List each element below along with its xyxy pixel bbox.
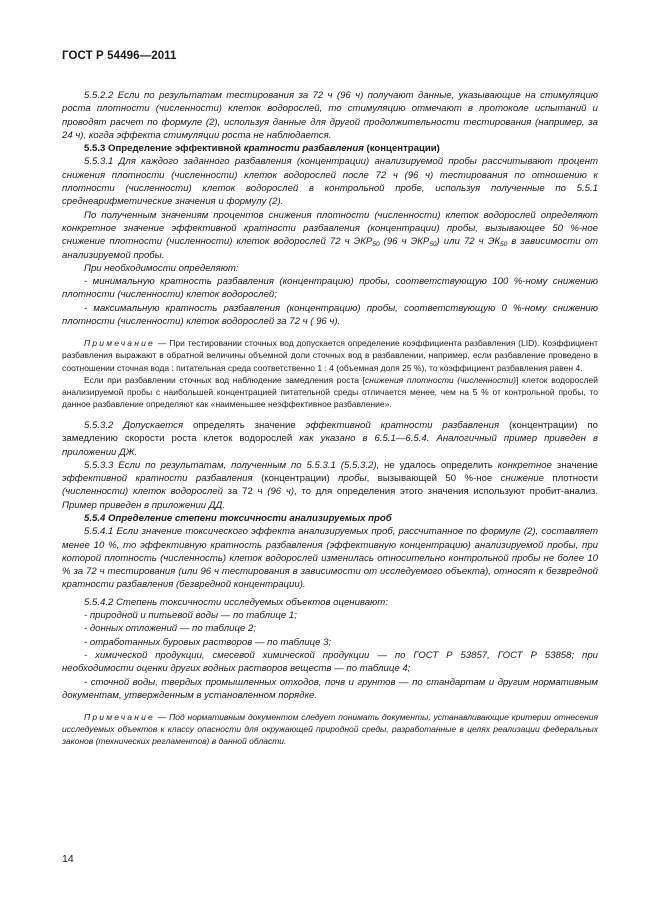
text-run: не удалось определить (379, 459, 498, 471)
list-item: - минимальную кратность разбавления (концентрацию) пробы, соответствующую 100 %-ному снижению плотности (численности) клеток водорослей; (62, 276, 598, 301)
paragraph-5-5-3-2 (62, 419, 598, 459)
heading-text: 5.5.3 Определение эффективной (84, 143, 244, 155)
note-text-italic: снижения плотности (численности) (365, 374, 517, 385)
note-text: Если при разбавлении сточных вод наблюдение замедления роста [ (84, 374, 366, 385)
text-run: 5.5.3.3 Если по результатам (84, 459, 224, 471)
text-run: ) или 72 ч ЭК (436, 236, 501, 248)
text-run: (концентрации) (252, 473, 339, 485)
paragraph-5-5-4-2: 5.5.4.2 Степень токсичности исследуемых объектов оценивают: (84, 596, 388, 608)
note-paragraph (62, 711, 598, 747)
text-run: (численности) клеток водорослей (62, 486, 223, 498)
paragraph-5-5-4-1: 5.5.4.1 Если значение токсического эффекта анализируемых проб, рассчитанное по формуле (2), составляет менее 10 %, то эффективную кратность разбавления (эффективную концентрацию) анализируемой пробы, при которой плотность (численность) клеток водорослей изменилась относительно контрольной пробы не более 10 % за 72 ч тестирования (или 96 ч тестирования в зависимости от исследуемого объекта), относят к безвредной кратности разбавления (безвредной концентрации). (62, 526, 598, 591)
list-item: - природной и питьевой воды — по таблице 1; (84, 610, 297, 622)
page-number: 14 (62, 853, 74, 865)
text-run: , полученным по 5.5.3.1 (5.5.3.2), (223, 459, 380, 471)
standard-id: ГОСТ Р 54496—2011 (62, 50, 177, 62)
list-item: - сточной воды, твердых промышленных отходов, почв и грунтов — по стандартам и другим нормативным документам, утвержденным в установленном порядке. (62, 676, 598, 701)
heading-text-italic: кратности разбавления (243, 143, 364, 155)
text-run: эффективной кратности разбавления (62, 473, 253, 485)
note-paragraph (62, 374, 598, 410)
list-item: - химической продукции, смесевой химической продукции — по ГОСТ Р 53857, ГОСТ Р 53858; при необходимости оценки других водных растворов веществ — по таблице 4; (62, 649, 598, 675)
paragraph-5-5-3-1: 5.5.3.1 Для каждого заданного разбавления (концентрации) анализируемой пробы рассчитывают процент снижения плотности (численности) клеток водорослей после 72 ч (96 ч) тестирования по отношению к плотности (численности) клеток водорослей в контрольной пробе, используя полученные по 5.5.1 среднеарифметические значения и формулу (2). (62, 156, 598, 208)
subscript: 50 (429, 241, 437, 249)
section-heading-5-5-3 (62, 142, 598, 155)
note-block-1 (62, 337, 598, 410)
text-run: за 72 ч (222, 486, 268, 498)
text-run: , вызывающей 50 %-ное (366, 473, 501, 485)
paragraph-optional: При необходимости определяют: (84, 262, 239, 274)
text-run: значение (551, 459, 598, 471)
text-run: плотности (543, 473, 598, 485)
text-run: , то для определения этого значения используют пробит-анализ. (294, 486, 598, 498)
text-run: По полученным значениям процентов снижения плотности (численности) клеток водорослей определяют конкретное значение эффективной кратности разбавления (концентрации) пробы, вызывающее 50 %-ное снижение плотности (численности) клеток водорослей 72 ч ЭКР (62, 209, 598, 248)
paragraph-5-5-2-2: 5.5.2.2 Если по результатам тестирования за 72 ч (96 ч) получают данные, указывающие на стимуляцию роста плотности (численности) клеток водорослей, то стимуляцию отмечают в протоколе испытаний и проводят расчет по формуле (2), используя данные для другой продолжительности тестирования (например, за 24 ч), когда эффекта стимуляции роста не наблюдается. (62, 90, 598, 141)
text-run: снижение (500, 473, 544, 485)
heading-text: (концентрации) (363, 143, 440, 155)
text-run: определять значение (183, 419, 306, 431)
subscript: 50 (500, 241, 508, 249)
text-run: 5.5.3.2 Допускается (84, 419, 184, 431)
text-run: Пример приведен в приложении ДД. (62, 499, 225, 511)
note-text: — При тестировании сточных вод допускается определение коэффициента разбавления (LID). Коэффициент разбавления выражают в обратной величины объемной доли сточных вод в разбавлении, например, если разбавление проведено в соотношении сточная вода : питательная среда соответственно 1 : 4 (объемная доля 25 %), то коэффициент разбавления равен 4. (62, 338, 598, 373)
paragraph-ekr50 (62, 209, 598, 262)
text-run: как указано в 6.5.1—6.5.4. Аналогичный пример приведен в приложении ДЖ. (62, 433, 598, 458)
text-run: (96 ч ЭКР (379, 236, 430, 248)
list-item: - отработанных буровых растворов — по таблице 3; (84, 636, 332, 648)
note-paragraph (62, 337, 598, 373)
list-item: - донных отложений — по таблице 2; (84, 623, 256, 635)
subscript: 50 (372, 241, 380, 249)
list-item: - максимальную кратность разбавления (концентрацию) пробы, соответствующую 0 %-ному снижению плотности (численности) клеток водорослей за 72 ч ( 96 ч). (62, 302, 598, 328)
text-run: (96 ч) (267, 486, 295, 498)
document-page (62, 50, 598, 747)
note-label: Примечание (84, 338, 155, 349)
text-run: эффективной кратности разбавления (305, 419, 500, 431)
section-heading-5-5-4: 5.5.4 Определение степени токсичности анализируемых проб (84, 512, 392, 524)
note-text: ] клеток водорослей анализируемой пробы с наибольшей концентрацией питательной среды отличается менее, чем на 5 % от контрольной пробы, то данное разбавление определяют как «наименьшее неэффективное разбавление». (62, 374, 598, 409)
note-label: Примечание (84, 712, 155, 723)
note-block-2 (62, 711, 598, 747)
text-run: в зависимости от анализируемой пробы. (62, 236, 598, 261)
text-run: пробы (338, 473, 367, 485)
text-run: (концентрации) по замедлению скорости роста клеток водорослей (62, 419, 598, 445)
paragraph-5-5-3-3 (62, 459, 598, 512)
note-text: — Под нормативным документом следует понимать документы, устанавливающие критерии отнесения исследуемых объектов к классу опасности для окружающей природной среды, разработанные в целях реализации федеральных законов (технических регламентов) в данной области. (62, 712, 598, 747)
text-run: конкретное (497, 459, 552, 471)
